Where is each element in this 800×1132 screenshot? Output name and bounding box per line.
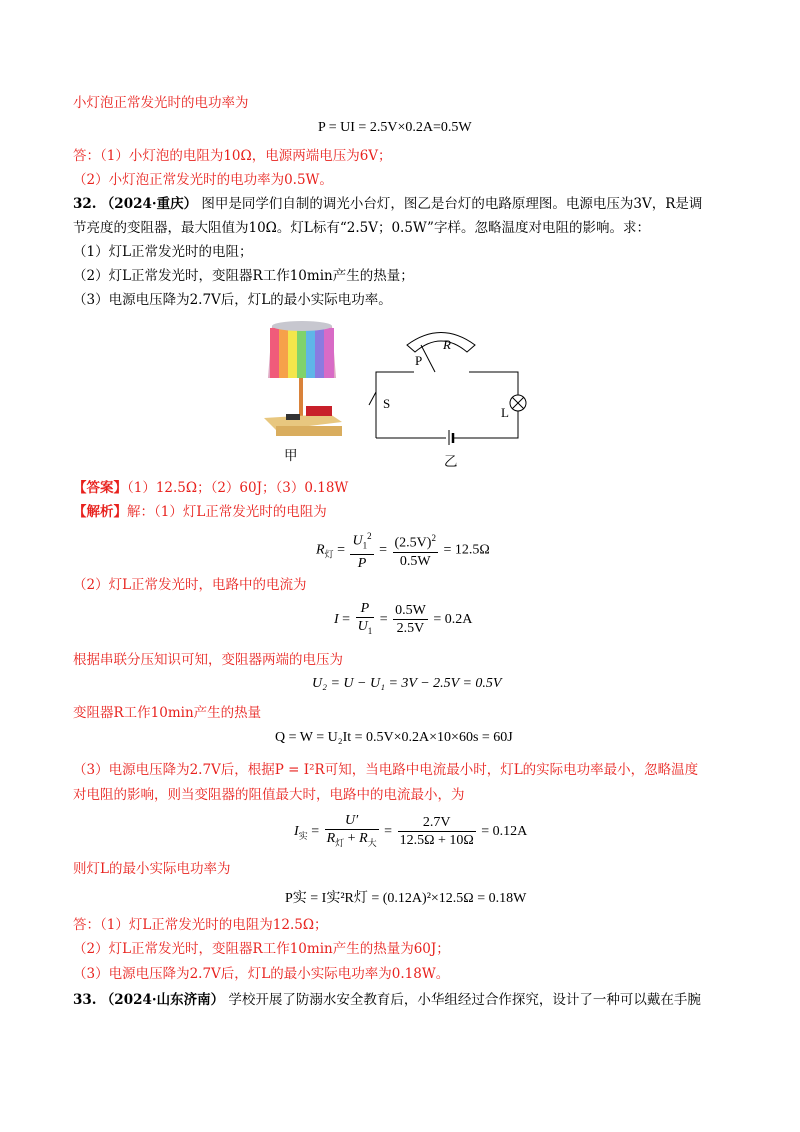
q32-stem-line-1 [73,194,702,214]
step-3-text: 根据串联分压知识可知，变阻器两端的电压为 [73,652,343,668]
q31-answer-1: 答：（1）小灯泡的电阻为10Ω，电源两端电压为6V； [73,148,392,164]
step-5-line-b: 对电阻的影响，则当变阻器的阻值最大时，电路中的电流最小，为 [73,787,465,803]
final-answer-1: 答：（1）灯L正常发光时的电阻为12.5Ω； [73,917,328,933]
q32-sub-3: （3）电源电压降为2.7V后，灯L的最小实际电功率。 [73,292,392,308]
voltage-equation: U₂ = U − U₁ = 3V − 2.5V = 0.5V [312,676,502,691]
step-5-line-a: （3）电源电压降为2.7V后，根据P = I²R可知，当电路中电流最小时，灯L的实际电功率最小，忽略温度 [73,762,699,778]
analysis-start: 解：（1）灯L正常发光时的电阻为 [127,504,327,520]
min-current-equation: $I_实$ = $\frac{U'}{R_灯 + R_大}$ = $\frac{2.7V}{12.5\Omega + 10\Omega}$ = 0.12A [294,813,528,849]
circuit-diagram [365,325,535,445]
q31-power-equation: P = UI = 2.5V×0.2A=0.5W [318,120,472,135]
current-equation: I = $\frac{P}{U_1}$ = $\frac{0.5W}{2.5V}$ = 0.2A [334,601,473,637]
q31-power-intro: 小灯泡正常发光时的电功率为 [73,95,249,111]
q31-answer-2: （2）小灯泡正常发光时的电功率为0.5W。 [73,172,333,188]
figure-yi-caption: 乙 [444,454,458,470]
resistance-equation: $R_灯$ = $\frac{U_1^2}{P}$ = $\frac{(2.5V)^2}{0.5W}$ = 12.5Ω [316,528,490,572]
figure-jia-caption: 甲 [284,448,298,464]
analysis-line [73,502,327,522]
q32-sub-2: （2）灯L正常发光时，变阻器R工作10min产生的热量； [73,268,414,284]
min-power-equation: P实 = I实²R灯 = (0.12A)²×12.5Ω = 0.18W [285,891,527,906]
q33-stem: 学校开展了防溺水安全教育后，小华组经过合作探究，设计了一种可以戴在手腕 [228,992,701,1008]
lamp-label: L [501,405,509,420]
step-2-text: （2）灯L正常发光时，电路中的电流为 [73,577,307,593]
rheostat-label: R [443,337,451,352]
q32-stem-1: 图甲是同学们自制的调光小台灯，图乙是台灯的电路原理图。电源电压为3V，R是调 [201,196,703,212]
step-6-text: 则灯L的最小实际电功率为 [73,861,231,877]
q32-stem-2: 节亮度的变阻器，最大阻值为10Ω。灯L标有“2.5V；0.5W”字样。忽略温度对电阻的影响。求： [73,220,650,236]
switch-label: S [383,396,391,411]
q33-stem-line [73,990,701,1010]
slider-label: P [415,353,423,368]
lamp-photo [258,314,348,444]
q33-source: （2024·山东济南） [100,992,225,1008]
q32-source: （2024·重庆） [100,196,198,212]
q32-number: 32. [73,196,97,212]
q33-number: 33. [73,992,97,1008]
q32-sub-1: （1）灯L正常发光时的电阻； [73,244,253,260]
answer-text: （1）12.5Ω；（2）60J；（3）0.18W [127,480,349,496]
heat-equation: Q = W = U₂It = 0.5V×0.2A×10×60s = 60J [275,730,513,745]
answer-tag: 【答案】 [73,480,127,496]
final-answer-2: （2）灯L正常发光时，变阻器R工作10min产生的热量为60J； [73,941,450,957]
step-4-text: 变阻器R工作10min产生的热量 [73,705,262,721]
analysis-tag: 【解析】 [73,504,127,520]
answer-line [73,478,348,498]
final-answer-3: （3）电源电压降为2.7V后，灯L的最小实际电功率为0.18W。 [73,966,450,982]
